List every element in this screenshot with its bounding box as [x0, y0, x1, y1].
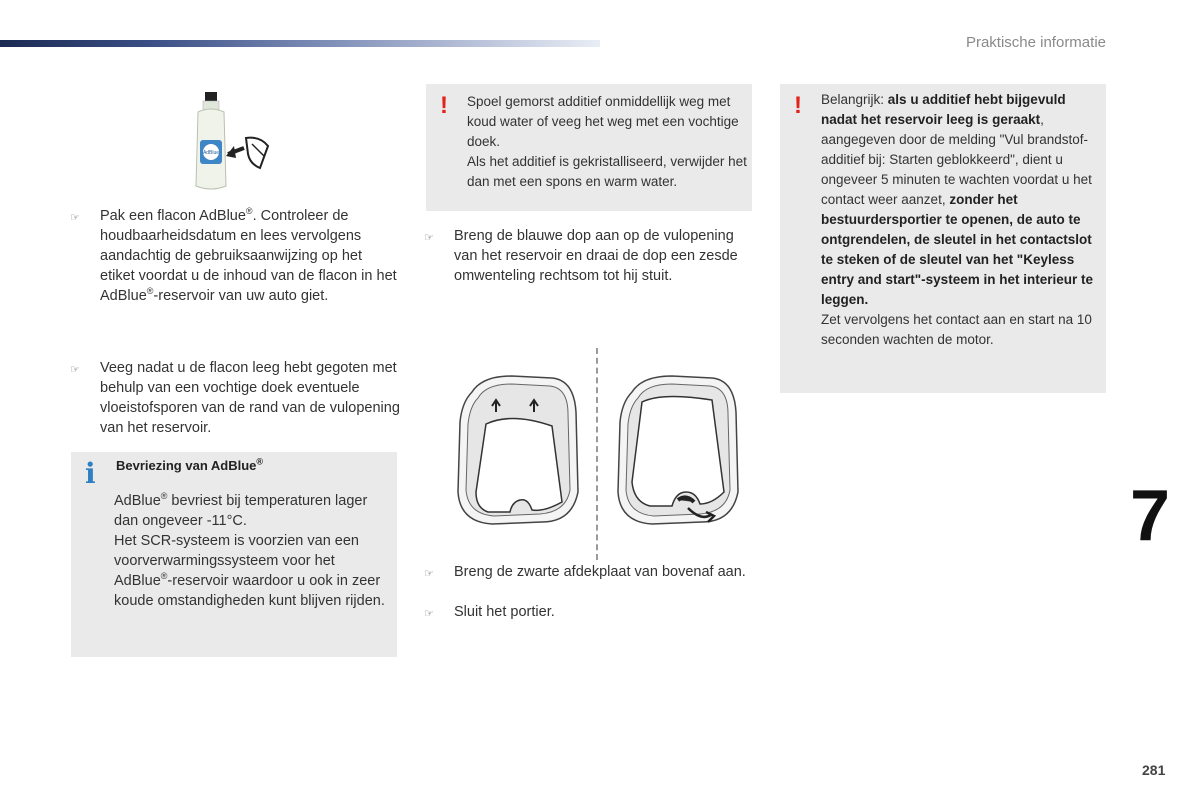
svg-text:AdBlue: AdBlue — [202, 150, 220, 156]
warning-icon: ! — [440, 92, 448, 119]
warning-icon: ! — [794, 92, 802, 119]
section-title: Praktische informatie — [965, 34, 1106, 51]
filler-cap-illustration-left — [452, 372, 582, 532]
page-number: 281 — [1142, 762, 1166, 778]
bullet-hand-icon: ☞ — [424, 568, 434, 580]
info-box-body: AdBlue® bevriest bij temperaturen lager dan ongeveer -11°C. Het SCR-systeem is voorzien van een voorverwarmingssysteem voor het AdBlue®-reservoir waardoor u ook in zeer koude omstandigheden kunt blijven rijden. — [114, 491, 385, 609]
illustration-divider — [596, 348, 598, 560]
middle-bullet-2: ☞ Breng de zwarte afdekplaat van bovenaf aan. — [424, 562, 754, 584]
warning-box-restart — [780, 84, 1106, 393]
info-box-freezing — [71, 452, 397, 657]
header-accent-bar — [0, 40, 600, 47]
middle-bullet-3: ☞ Sluit het portier. — [424, 602, 754, 624]
bullet-hand-icon: ☞ — [70, 364, 80, 376]
filler-cap-illustration-right — [612, 372, 742, 532]
bullet-hand-icon: ☞ — [424, 608, 434, 620]
bullet-hand-icon: ☞ — [424, 232, 434, 244]
warning-box-spill-text: Spoel gemorst additief onmiddellijk weg met koud water of veeg het weg met een vochtige doek. Als het additief is gekristalliseerd, verwijder het dan met een spons en warm water. — [467, 94, 747, 189]
left-bullet-2: ☞ Veeg nadat u de flacon leeg hebt gegoten met behulp van een vochtige doek eventuele vloeistofsporen van de rand van de vulopening van het reservoir. — [70, 360, 400, 436]
chapter-number: 7 — [1130, 476, 1171, 556]
adblue-bottle-illustration — [188, 88, 278, 196]
warning-box-spill — [426, 84, 752, 211]
left-bullet-1: ☞ Pak een flacon AdBlue®. Controleer de houdbaarheidsdatum en lees vervolgens aandachtig de gebruiksaanwijzing op het etiket voordat u de inhoud van de flacon in het AdBlue®-reservoir van uw auto giet. — [70, 206, 397, 304]
info-icon: i — [85, 457, 96, 490]
info-box-title: Bevriezing van AdBlue® — [116, 456, 264, 473]
warning-box-restart-text: Belangrijk: als u additief hebt bijgevuld nadat het reservoir leeg is geraakt, aangegeven door de melding "Vul brandstof- additief bij: Starten geblokkeerd", dient u ongeveer 5 minuten te wachten voordat u het contact weer aanzet, zonder het bestuurdersportier te openen, de auto te ontgrendelen, de sleutel in het contactslot te steken of de sleutel van het "Keyless entry and start"-systeem in het interieur te leggen. Zet vervolgens het contact aan en start na 10 seconden wachten de motor. — [821, 92, 1093, 347]
middle-bullet-1: ☞ Breng de blauwe dop aan op de vulopening van het reservoir en draai de dop een zesde omwenteling rechtsom tot hij stuit. — [424, 228, 738, 284]
bullet-hand-icon: ☞ — [70, 212, 80, 224]
